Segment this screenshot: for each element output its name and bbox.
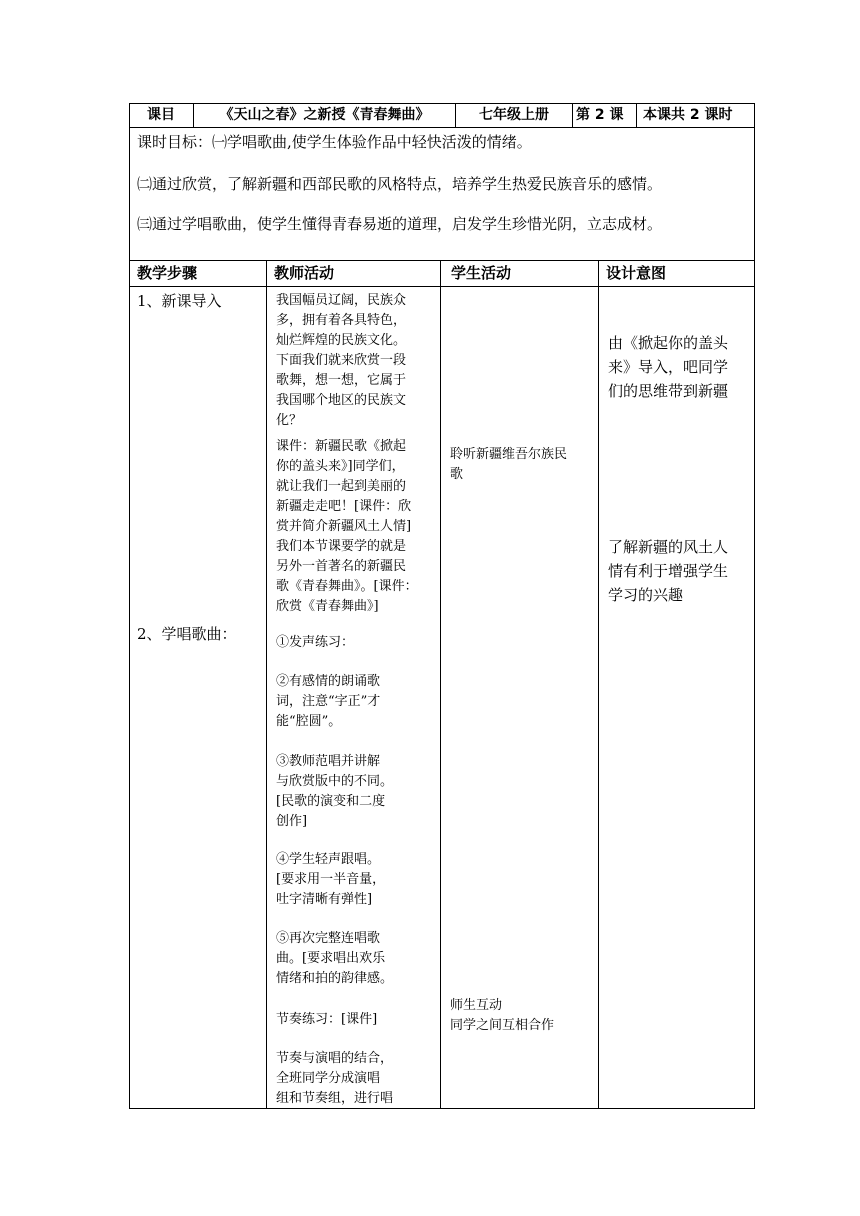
teacher-activity-recite: ②有感情的朗诵歌 词，注意“字正”才 能“腔圆”。 [276, 674, 381, 729]
teacher-activity-warmup: ①发声练习： [276, 635, 355, 650]
objective-3: ㈢通过学唱歌曲，使学生懂得青春易逝的道理，启发学生珍惜光阴，立志成材。 [137, 215, 663, 233]
teacher-activity-demo: ③教师范唱并讲解 与欣赏版中的不同。 [民歌的演变和二度 创作] [276, 754, 394, 829]
column-header-teacher: 教师活动 [274, 264, 335, 282]
table-border-left [129, 103, 130, 1109]
teacher-activity-combine: 节奏与演唱的结合， 全班同学分成演唱 组和节奏组，进行唱 [276, 1051, 394, 1106]
teacher-activity-follow: ④学生轻声跟唱。 [要求用一半音量， 吐字清晰有弹性] [276, 852, 386, 907]
column-divider [598, 260, 599, 1108]
design-intent-intro: 由《掀起你的盖头 来》导入，吧同学 们的思维带到新疆 [608, 334, 729, 400]
grade-label: 七年级上册 [479, 107, 549, 123]
step-intro: 1、新课导入 [137, 292, 222, 310]
table-border-right [754, 103, 755, 1109]
table-border-bottom [129, 1108, 755, 1109]
table-rule-header [129, 127, 755, 128]
column-header-intent: 设计意图 [606, 264, 667, 282]
header-label-keti: 课目 [147, 107, 175, 123]
table-rule-columns [129, 286, 755, 287]
course-title: 《天山之春》之新授《青春舞曲》 [219, 107, 430, 123]
column-header-student: 学生活动 [451, 264, 512, 282]
objective-1: 课时目标：㈠学唱歌曲,使学生体验作品中轻快活泼的情绪。 [137, 133, 532, 151]
column-divider [440, 260, 441, 1108]
step-learn-song: 2、学唱歌曲： [137, 625, 237, 643]
total-lessons: 本课共 2 课时 [643, 107, 733, 123]
column-divider [266, 260, 267, 1108]
teacher-activity-rhythm: 节奏练习：[课件] [276, 1012, 378, 1027]
teacher-activity-intro: 我国幅员辽阔，民族众 多，拥有着各具特色， 灿烂辉煌的民族文化。 下面我们就来欣赏一段 歌舞，想一想，它属于 我国哪个地区的民族文 化？ [276, 293, 407, 428]
column-header-steps: 教学步骤 [137, 264, 198, 282]
header-divider [636, 103, 637, 127]
lesson-number: 第 2 课 [576, 107, 624, 123]
teacher-activity-courseware: 课件：新疆民歌《掀起 你的盖头来》]同学们， 就让我们一起到美丽的 新疆走走吧！[课件：欣 赏并简介新疆风土人情] 我们本节课要学的就是 另外一首著名的新疆民 歌《青春舞曲》。[课件： 欣赏《青春舞曲》] [276, 439, 418, 614]
student-activity-interact: 师生互动 同学之间互相合作 [450, 998, 555, 1033]
teacher-activity-sing-again: ⑤再次完整连唱歌 曲。[要求唱出欢乐 情绪和拍的韵律感。 [276, 931, 394, 986]
design-intent-interest: 了解新疆的风土人 情有利于增强学生 学习的兴趣 [608, 538, 729, 604]
header-divider [572, 103, 573, 127]
objective-2: ㈡通过欣赏，了解新疆和西部民歌的风格特点，培养学生热爱民族音乐的感情。 [137, 175, 663, 193]
student-activity-listen: 聆听新疆维吾尔族民 歌 [450, 447, 568, 482]
